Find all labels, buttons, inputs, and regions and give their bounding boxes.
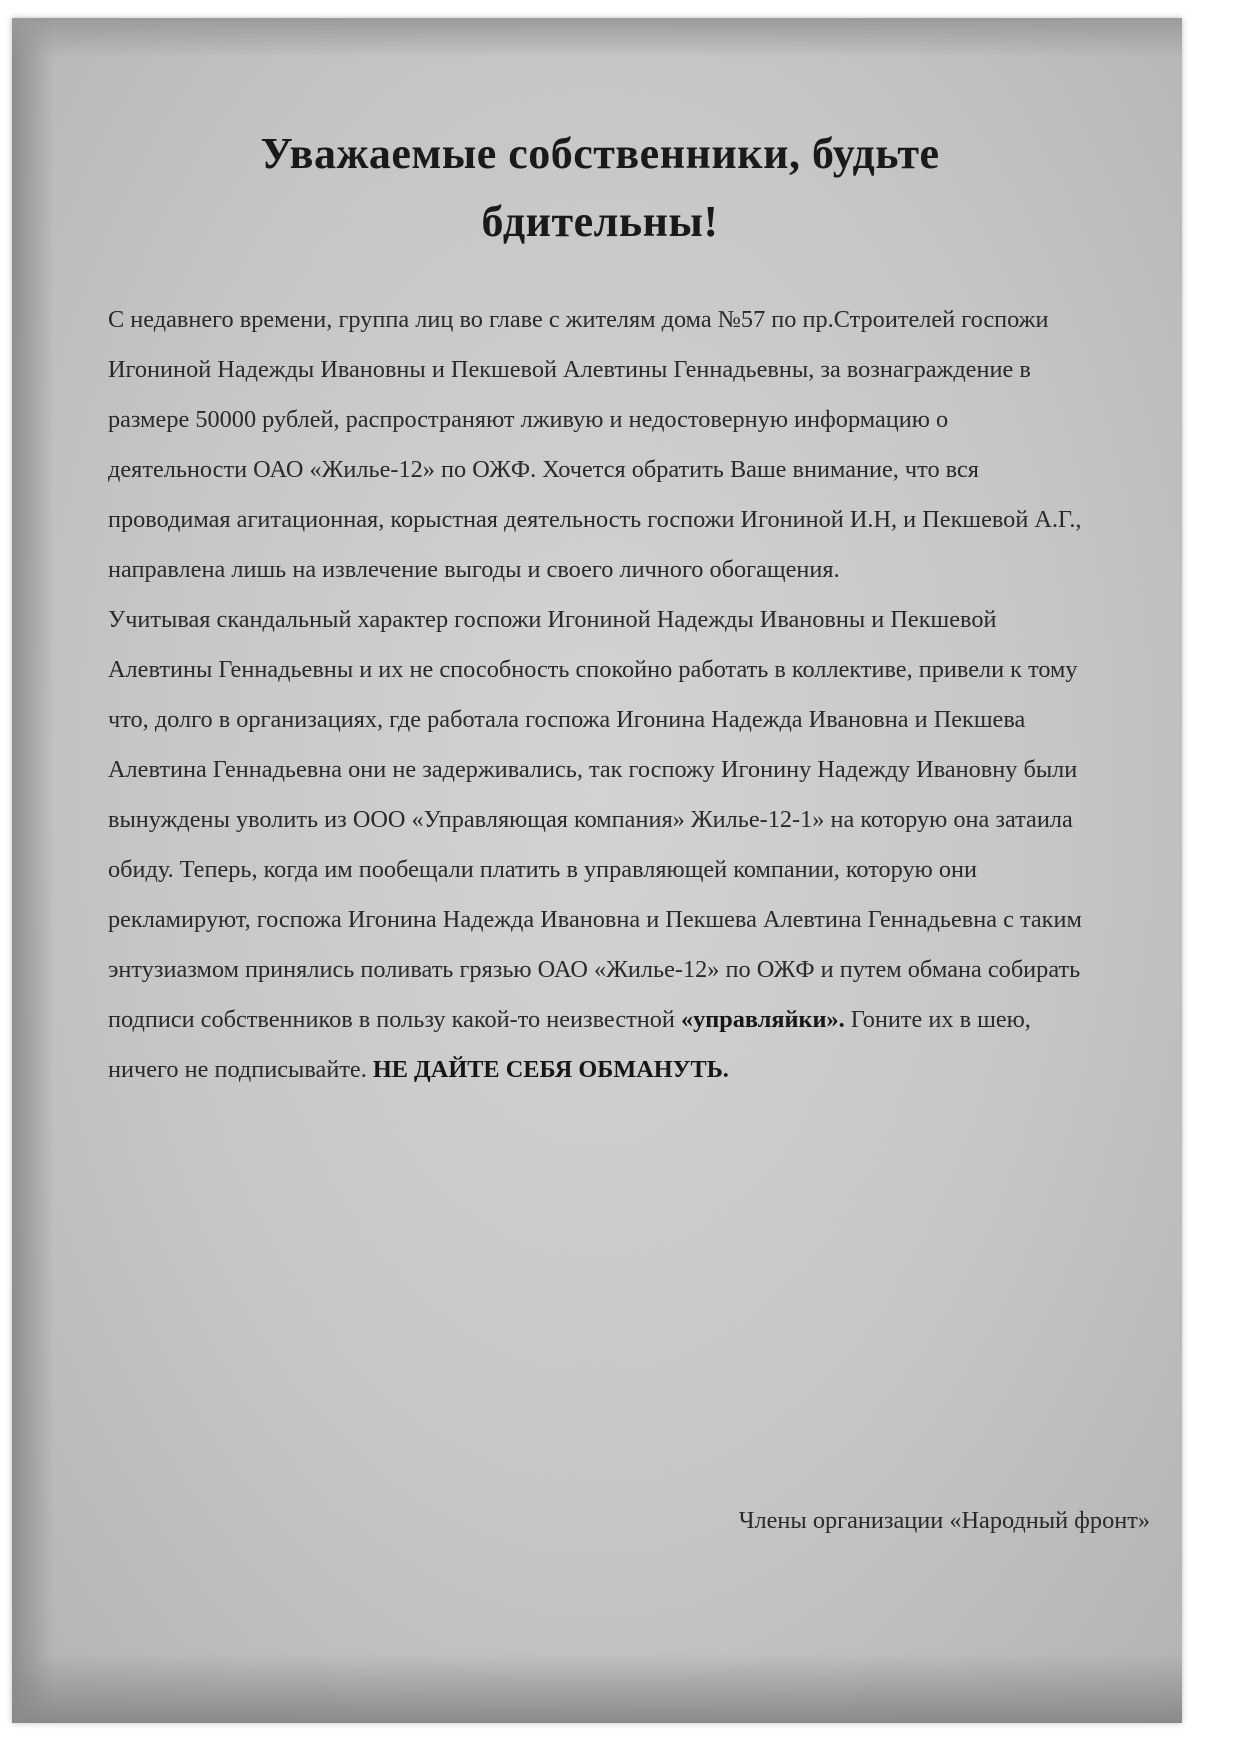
- paragraph-1: С недавнего времени, группа лиц во главе с жителям дома №57 по пр.Строителей госпожи Игониной Надежды Ивановны и Пекшевой Алевтины Геннадьевны, за вознаграждение в размере 50000 рублей, распространяют лживую и недостоверную информацию о деятельности ОАО «Жилье-12» по ОЖФ. Хочется обратить Ваше внимание, что вся проводимая агитационная, корыстная деятельность госпожи Игониной И.Н, и Пекшевой А.Г., направлена лишь на извлечение выгоды и своего личного обогащения.: [108, 306, 1082, 583]
- title-line-1: Уважаемые собственники, будьте: [260, 129, 940, 178]
- bold-word: «управляйки».: [680, 1006, 845, 1033]
- scan-shadow-left: [12, 18, 54, 1723]
- title-line-2: бдительны!: [481, 197, 719, 246]
- document-body: [108, 295, 1083, 1095]
- document-title: [120, 120, 1080, 256]
- closing-warning: НЕ ДАЙТЕ СЕБЯ ОБМАНУТЬ.: [372, 1056, 729, 1083]
- closing-text: Гоните их в шею, ничего не подписывайте.: [108, 1006, 1031, 1083]
- paragraph-2-text: Учитывая скандальный характер госпожи Игониной Надежды Ивановны и Пекшевой Алевтины Геннадьевны и их не способность спокойно работать в коллективе, привели к тому что, долго в организациях, где работала госпожа Игонина Надежда Ивановна и Пекшева Алевтина Геннадьевна они не задерживались, так госпожу Игонину Надежду Ивановну были вынуждены уволить из ООО «Управляющая компания» Жилье-12-1» на которую она затаила обиду. Теперь, когда им пообещали платить в управляющей компании, которую они рекламируют, госпожа Игонина Надежда Ивановна и Пекшева Алевтина Геннадьевна с таким энтузиазмом принялись поливать грязью ОАО «Жилье-12» по ОЖФ и путем обмана собирать подписи собственников в пользу какой-то неизвестной: [108, 606, 1082, 1033]
- scan-shadow-top: [12, 18, 1182, 58]
- paragraph-2: [108, 595, 1083, 1095]
- signature: Члены организации «Народный фронт»: [738, 1507, 1150, 1534]
- scan-shadow-bottom: [12, 1653, 1182, 1723]
